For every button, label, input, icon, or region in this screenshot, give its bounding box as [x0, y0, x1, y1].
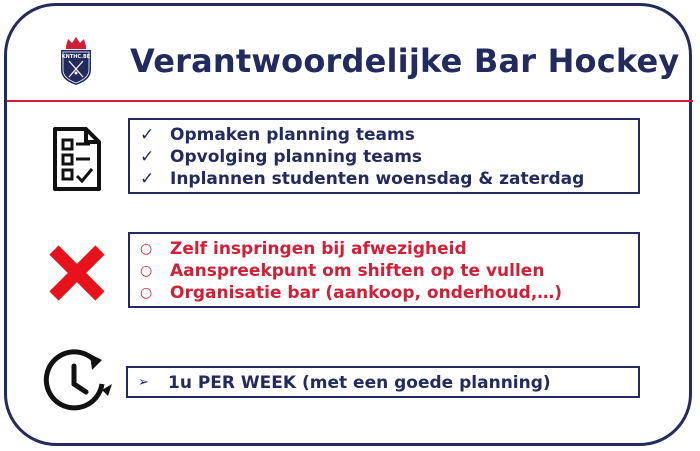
list-item	[140, 282, 638, 304]
circle-bullet-icon: ○	[140, 263, 153, 279]
list-item-label: Opmaken planning teams	[170, 125, 415, 145]
time-box	[126, 366, 640, 398]
circle-bullet-icon: ○	[140, 241, 153, 257]
list-item-label: Aanspreekpunt om shiften op te vullen	[170, 261, 545, 281]
arrow-bullet-icon: ➢	[138, 375, 149, 390]
list-item	[140, 146, 638, 168]
list-item	[140, 168, 638, 190]
list-item	[140, 124, 638, 146]
list-item-label: Opvolging planning teams	[170, 147, 423, 167]
list-item	[140, 238, 638, 260]
logo-text: KNTHC.BE	[61, 54, 91, 60]
list-item	[140, 260, 638, 282]
circle-bullet-icon: ○	[140, 285, 153, 301]
not-tasks-box	[128, 232, 640, 308]
title-divider	[7, 100, 693, 102]
check-icon: ✓	[140, 147, 155, 167]
page-title: Verantwoordelijke Bar Hockey	[130, 42, 680, 80]
list-item-label: Organisatie bar (aankoop, onderhoud,…)	[170, 283, 563, 303]
check-icon: ✓	[140, 125, 155, 145]
list-item-label: 1u PER WEEK (met een goede planning)	[168, 373, 551, 393]
list-item-label: Inplannen studenten woensdag & zaterdag	[170, 169, 585, 189]
checklist-icon	[52, 126, 102, 192]
club-logo	[58, 36, 94, 86]
check-icon: ✓	[140, 169, 155, 189]
clock-icon	[40, 346, 116, 416]
list-item-label: Zelf inspringen bij afwezigheid	[170, 239, 467, 259]
red-x-icon	[46, 242, 108, 304]
list-item	[138, 372, 638, 394]
tasks-box	[128, 118, 640, 194]
